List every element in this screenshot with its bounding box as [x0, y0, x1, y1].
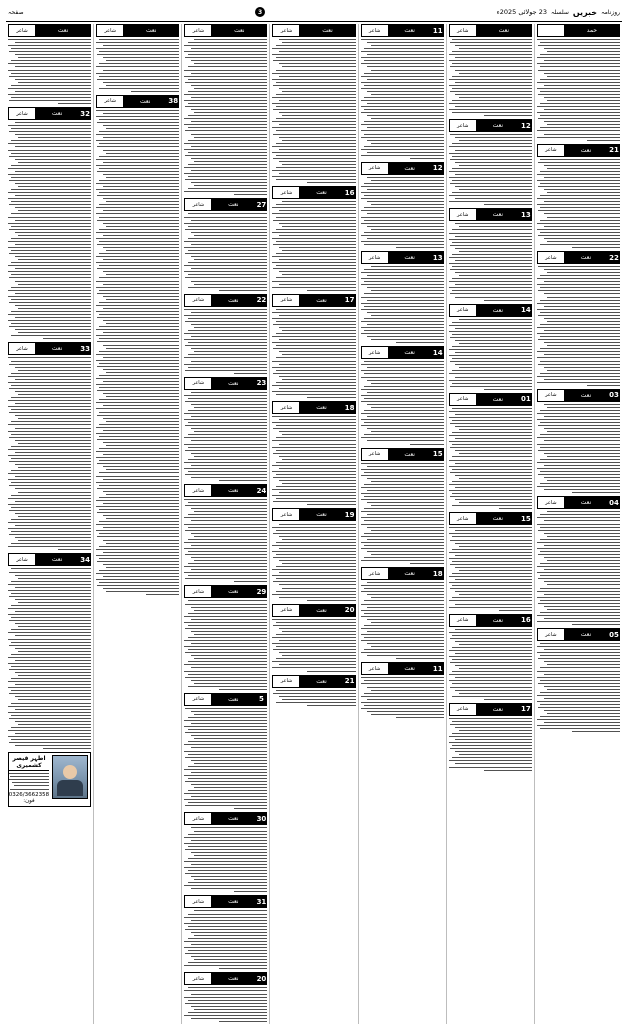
article-block[interactable]	[8, 342, 91, 550]
article-body	[361, 361, 444, 444]
article-title: نعت	[476, 512, 520, 525]
article-header	[272, 186, 355, 199]
article-header	[537, 24, 620, 37]
article-body	[272, 416, 355, 505]
column-grid	[6, 24, 622, 1024]
article-body	[272, 619, 355, 672]
article-block[interactable]	[184, 972, 267, 1022]
article-title: نعت	[211, 198, 255, 211]
article-header	[184, 484, 267, 497]
article-header	[184, 812, 267, 825]
article-body	[8, 357, 91, 550]
article-byline: شاعر	[272, 186, 299, 199]
article-body	[537, 511, 620, 625]
masthead-left	[8, 9, 24, 16]
article-body	[449, 319, 532, 390]
article-number: 14	[520, 304, 532, 317]
article-title: نعت	[211, 294, 255, 307]
article-byline: شاعر	[8, 342, 35, 355]
author-bio-lines	[9, 773, 49, 789]
article-header	[272, 675, 355, 688]
avatar	[52, 755, 88, 799]
article-byline: شاعر	[184, 484, 211, 497]
article-body	[8, 568, 91, 749]
article-body	[96, 39, 179, 92]
article-body	[449, 527, 532, 610]
article-title: حمد	[564, 24, 620, 37]
article-block[interactable]	[184, 294, 267, 374]
article-body	[361, 582, 444, 659]
text-column	[269, 24, 357, 1024]
article-number: 11	[432, 24, 444, 37]
article-title: نعت	[211, 24, 267, 37]
article-number: 21	[608, 144, 620, 157]
article-header	[184, 972, 267, 985]
article-header	[449, 512, 532, 525]
article-title: نعت	[388, 567, 432, 580]
article-block[interactable]	[361, 24, 444, 159]
article-block[interactable]	[449, 119, 532, 205]
article-header	[449, 24, 532, 37]
article-block[interactable]	[537, 496, 620, 625]
article-block[interactable]	[537, 389, 620, 493]
article-block[interactable]	[272, 675, 355, 706]
article-body	[361, 677, 444, 718]
author-name: اطہر قیصر کشمیری	[9, 755, 49, 771]
article-title: نعت	[564, 251, 608, 264]
article-number: 12	[432, 162, 444, 175]
article-block[interactable]	[272, 401, 355, 505]
article-block[interactable]	[361, 567, 444, 659]
article-byline: شاعر	[361, 251, 388, 264]
article-byline: شاعر	[184, 585, 211, 598]
article-number: 17	[520, 703, 532, 716]
article-body	[8, 39, 91, 104]
article-number: 14	[432, 346, 444, 359]
article-block[interactable]	[361, 346, 444, 444]
text-column	[358, 24, 446, 1024]
article-block[interactable]	[361, 162, 444, 248]
masthead-page-word: صفحہ	[8, 8, 24, 16]
article-byline: شاعر	[272, 294, 299, 307]
article-header	[8, 107, 91, 120]
article-header	[96, 95, 179, 108]
article-byline: شاعر	[449, 24, 476, 37]
article-title: نعت	[388, 662, 432, 675]
article-block[interactable]	[184, 812, 267, 892]
article-title: نعت	[564, 628, 608, 641]
article-header	[184, 895, 267, 908]
article-title: نعت	[299, 186, 343, 199]
text-column	[93, 24, 181, 1024]
article-byline: شاعر	[449, 703, 476, 716]
article-body	[537, 643, 620, 732]
article-title: نعت	[476, 304, 520, 317]
article-number: 15	[520, 512, 532, 525]
article-body	[272, 690, 355, 706]
article-number: 13	[432, 251, 444, 264]
author-phone: 0326/3662358 :فون	[8, 791, 50, 804]
article-title: نعت	[299, 508, 343, 521]
article-block[interactable]	[272, 604, 355, 672]
article-title: نعت	[476, 24, 532, 37]
article-title: نعت	[476, 393, 520, 406]
text-column	[446, 24, 534, 1024]
article-body	[96, 110, 179, 595]
article-header	[449, 703, 532, 716]
article-body	[449, 134, 532, 205]
article-number: 22	[255, 294, 267, 307]
article-byline: شاعر	[537, 389, 564, 402]
page-number-badge: 3	[255, 7, 265, 17]
article-block[interactable]	[537, 24, 620, 141]
article-block[interactable]	[449, 512, 532, 610]
article-body	[361, 463, 444, 565]
article-header	[537, 496, 620, 509]
article-byline: شاعر	[184, 972, 211, 985]
article-header	[361, 662, 444, 675]
article-title: نعت	[564, 144, 608, 157]
article-byline: شاعر	[537, 144, 564, 157]
article-number: 29	[255, 585, 267, 598]
article-number: 20	[255, 972, 267, 985]
article-body	[272, 524, 355, 601]
article-block[interactable]	[537, 628, 620, 732]
article-title: نعت	[388, 448, 432, 461]
article-byline: شاعر	[184, 377, 211, 390]
article-title: نعت	[299, 675, 343, 688]
article-byline: شاعر	[184, 198, 211, 211]
article-byline: شاعر	[449, 208, 476, 221]
masthead-title: خبریں	[572, 7, 598, 17]
article-byline: شاعر	[96, 24, 123, 37]
article-header	[361, 448, 444, 461]
article-title: نعت	[476, 119, 520, 132]
article-header	[361, 162, 444, 175]
article-header	[449, 614, 532, 627]
article-block[interactable]	[96, 95, 179, 596]
article-title: نعت	[211, 972, 255, 985]
article-body	[537, 266, 620, 386]
article-byline: شاعر	[361, 24, 388, 37]
article-header	[272, 294, 355, 307]
article-byline: شاعر	[184, 895, 211, 908]
article-title: نعت	[211, 484, 255, 497]
article-body	[449, 408, 532, 510]
article-title: نعت	[388, 251, 432, 264]
article-title: نعت	[299, 401, 343, 414]
article-title: نعت	[211, 812, 255, 825]
masthead	[6, 4, 622, 22]
article-block[interactable]	[184, 585, 267, 689]
article-title: نعت	[299, 604, 343, 617]
article-body	[361, 266, 444, 343]
article-header	[8, 24, 91, 37]
article-block[interactable]	[184, 895, 267, 969]
article-number: 21	[344, 675, 356, 688]
article-number: 5	[255, 693, 267, 706]
article-number: 05	[608, 628, 620, 641]
article-number: 16	[344, 186, 356, 199]
article-block[interactable]	[449, 24, 532, 116]
article-byline: شاعر	[361, 567, 388, 580]
article-body	[184, 39, 267, 195]
article-byline: شاعر	[184, 24, 211, 37]
article-header	[8, 342, 91, 355]
article-block[interactable]	[449, 393, 532, 510]
author-meta	[9, 755, 49, 803]
article-title: نعت	[123, 24, 179, 37]
article-number: 19	[344, 508, 356, 521]
article-byline: شاعر	[184, 693, 211, 706]
article-byline: شاعر	[537, 628, 564, 641]
article-block[interactable]	[537, 251, 620, 386]
article-title: نعت	[211, 377, 255, 390]
article-body	[272, 309, 355, 398]
masthead-center	[255, 7, 265, 17]
article-body	[361, 177, 444, 248]
article-number: 27	[255, 198, 267, 211]
article-header	[184, 585, 267, 598]
article-body	[8, 122, 91, 339]
author-card	[8, 752, 91, 806]
article-header	[537, 144, 620, 157]
article-header	[449, 208, 532, 221]
article-header	[537, 389, 620, 402]
article-byline: شاعر	[537, 251, 564, 264]
article-body	[449, 629, 532, 700]
article-block[interactable]	[184, 484, 267, 582]
article-byline: شاعر	[449, 119, 476, 132]
article-body	[272, 201, 355, 290]
article-title: نعت	[564, 389, 608, 402]
article-number: 20	[344, 604, 356, 617]
article-title: نعت	[123, 95, 167, 108]
article-body	[184, 600, 267, 689]
article-number: 18	[344, 401, 356, 414]
article-header	[537, 628, 620, 641]
article-byline: شاعر	[272, 24, 299, 37]
article-header	[449, 393, 532, 406]
article-body	[184, 827, 267, 892]
article-number: 33	[79, 342, 91, 355]
article-body	[449, 223, 532, 300]
article-header	[449, 304, 532, 317]
article-block[interactable]	[96, 24, 179, 92]
article-title: نعت	[299, 24, 355, 37]
article-byline: شاعر	[184, 812, 211, 825]
article-block[interactable]	[449, 614, 532, 700]
text-column	[6, 24, 93, 1024]
article-block[interactable]	[8, 24, 91, 104]
article-header	[361, 24, 444, 37]
article-number: 38	[167, 95, 179, 108]
article-body	[184, 910, 267, 969]
article-body	[449, 718, 532, 771]
article-body	[272, 39, 355, 183]
article-title: نعت	[388, 346, 432, 359]
article-byline: شاعر	[361, 662, 388, 675]
article-block[interactable]	[272, 294, 355, 398]
masthead-right	[497, 8, 620, 17]
article-number: 01	[520, 393, 532, 406]
article-header	[272, 604, 355, 617]
article-header	[184, 294, 267, 307]
article-block[interactable]	[184, 377, 267, 481]
article-block[interactable]	[361, 251, 444, 343]
article-block[interactable]	[272, 508, 355, 600]
article-byline: شاعر	[272, 604, 299, 617]
article-body	[184, 213, 267, 290]
article-byline	[537, 24, 564, 37]
article-byline: شاعر	[184, 294, 211, 307]
article-title: نعت	[476, 208, 520, 221]
article-header	[272, 401, 355, 414]
article-header	[184, 693, 267, 706]
article-title: نعت	[211, 585, 255, 598]
article-block[interactable]	[184, 198, 267, 290]
article-byline: شاعر	[361, 448, 388, 461]
article-number: 15	[432, 448, 444, 461]
article-title: نعت	[211, 693, 255, 706]
article-number: 30	[255, 812, 267, 825]
article-title: نعت	[211, 895, 255, 908]
article-byline: شاعر	[8, 107, 35, 120]
article-byline: شاعر	[449, 304, 476, 317]
article-number: 17	[344, 294, 356, 307]
article-byline: شاعر	[449, 393, 476, 406]
article-number: 12	[520, 119, 532, 132]
article-title: نعت	[35, 553, 79, 566]
article-title: نعت	[564, 496, 608, 509]
article-header	[272, 24, 355, 37]
article-block[interactable]	[449, 304, 532, 390]
article-number: 34	[79, 553, 91, 566]
article-body	[537, 39, 620, 141]
article-title: نعت	[388, 162, 432, 175]
article-byline: شاعر	[449, 614, 476, 627]
article-body	[361, 39, 444, 159]
article-byline: شاعر	[272, 401, 299, 414]
article-header	[184, 24, 267, 37]
article-block[interactable]	[272, 186, 355, 290]
article-block[interactable]	[361, 662, 444, 718]
article-header	[184, 377, 267, 390]
article-body	[449, 39, 532, 116]
article-header	[96, 24, 179, 37]
article-byline: شاعر	[96, 95, 123, 108]
article-number: 31	[255, 895, 267, 908]
article-block[interactable]	[449, 208, 532, 300]
article-byline: شاعر	[361, 346, 388, 359]
article-title: نعت	[299, 294, 343, 307]
article-block[interactable]	[537, 144, 620, 248]
article-header	[449, 119, 532, 132]
article-byline: شاعر	[272, 675, 299, 688]
article-block[interactable]	[8, 553, 91, 749]
article-number: 24	[255, 484, 267, 497]
article-header	[272, 508, 355, 521]
article-title: نعت	[476, 703, 520, 716]
article-title: نعت	[35, 107, 79, 120]
article-block[interactable]	[361, 448, 444, 565]
article-number: 32	[79, 107, 91, 120]
article-title: نعت	[35, 342, 79, 355]
article-number: 03	[608, 389, 620, 402]
article-header	[361, 251, 444, 264]
article-title: نعت	[35, 24, 91, 37]
article-byline: شاعر	[8, 24, 35, 37]
article-block[interactable]	[449, 703, 532, 771]
article-header	[537, 251, 620, 264]
article-number: 11	[432, 662, 444, 675]
article-number: 22	[608, 251, 620, 264]
article-header	[8, 553, 91, 566]
masthead-date: 23 جولائی 2025ء	[496, 8, 547, 16]
article-body	[537, 159, 620, 248]
article-number: 23	[255, 377, 267, 390]
article-body	[184, 987, 267, 1022]
article-byline: شاعر	[537, 496, 564, 509]
article-number: 16	[520, 614, 532, 627]
article-header	[361, 567, 444, 580]
article-header	[184, 198, 267, 211]
article-byline: شاعر	[8, 553, 35, 566]
article-body	[184, 708, 267, 810]
article-block[interactable]	[184, 693, 267, 810]
masthead-edition: روزنامہ	[601, 8, 620, 16]
article-block[interactable]	[184, 24, 267, 195]
text-column	[534, 24, 622, 1024]
article-title: نعت	[388, 24, 432, 37]
text-column	[181, 24, 269, 1024]
article-block[interactable]	[8, 107, 91, 339]
article-byline: شاعر	[449, 512, 476, 525]
article-number: 18	[432, 567, 444, 580]
article-body	[537, 404, 620, 493]
article-body	[184, 309, 267, 374]
article-number: 13	[520, 208, 532, 221]
masthead-section: سلسلہ	[550, 8, 569, 16]
article-number: 04	[608, 496, 620, 509]
article-body	[184, 499, 267, 582]
article-header	[361, 346, 444, 359]
article-title: نعت	[476, 614, 520, 627]
article-body	[184, 392, 267, 481]
article-byline: شاعر	[361, 162, 388, 175]
article-block[interactable]	[272, 24, 355, 183]
article-byline: شاعر	[272, 508, 299, 521]
